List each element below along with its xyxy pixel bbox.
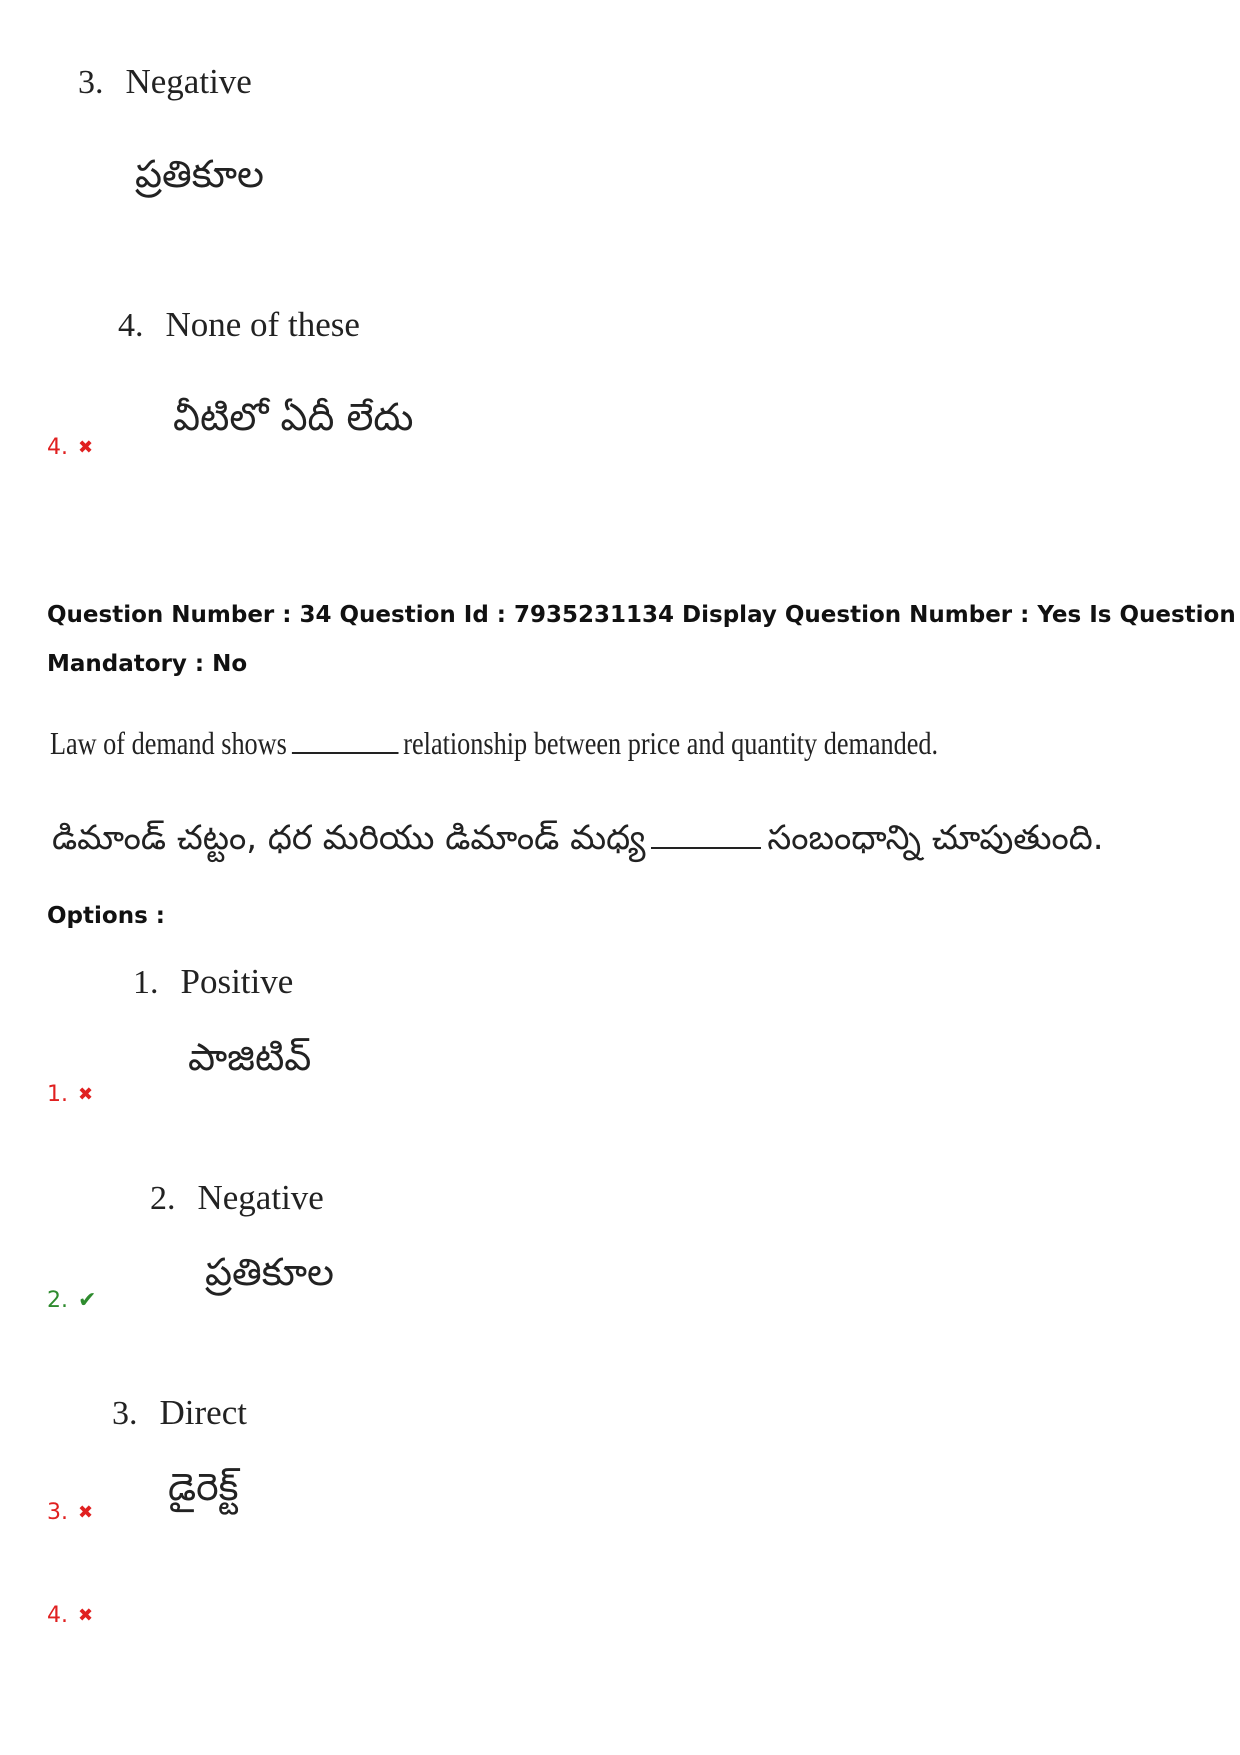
option-1 — [133, 962, 293, 1002]
question-text-telugu — [52, 818, 1104, 866]
question-meta-line-1: Question Number : 34 Question Id : 7935231134 Display Question Number : Yes Is Question — [47, 602, 1236, 628]
option-2-marker — [47, 1288, 96, 1313]
prev-option-4-telugu: వీటిలో ఏదీ లేదు — [173, 395, 414, 439]
prev-option-3 — [78, 62, 252, 102]
cross-icon: ✖ — [78, 1083, 94, 1105]
option-3 — [112, 1393, 247, 1433]
option-1-telugu: పాజిటివ్ — [188, 1035, 312, 1079]
option-4-marker — [47, 1603, 93, 1628]
answer-blank-telugu — [651, 823, 761, 849]
option-4-marker-label: 4. — [47, 1603, 68, 1628]
cross-icon: ✖ — [78, 1501, 94, 1523]
prev-option-4-number: 4. — [118, 307, 144, 344]
option-1-english: Positive — [180, 962, 294, 1001]
cross-icon: ✖ — [78, 436, 94, 458]
options-label: Options : — [47, 903, 165, 929]
option-3-telugu: డైరెక్ట్ — [168, 1465, 239, 1509]
prev-option-4-marker — [47, 435, 93, 460]
option-2 — [150, 1178, 324, 1218]
question-telugu-before: డిమాండ్ చట్టం, ధర మరియు డిమాండ్ మధ్య — [52, 818, 646, 858]
cross-icon: ✖ — [78, 1604, 94, 1626]
option-2-english: Negative — [197, 1178, 324, 1217]
option-2-telugu: ప్రతికూల — [205, 1250, 334, 1294]
option-2-marker-label: 2. — [47, 1288, 68, 1313]
option-2-number: 2. — [150, 1180, 176, 1217]
question-english-after: relationship between price and quantity demanded. — [403, 725, 939, 761]
question-text-english — [50, 725, 938, 762]
check-icon: ✔ — [78, 1287, 97, 1313]
option-3-marker-label: 3. — [47, 1500, 68, 1525]
option-1-number: 1. — [133, 964, 159, 1001]
prev-option-3-english: Negative — [125, 62, 252, 101]
option-1-marker — [47, 1082, 93, 1107]
option-1-marker-label: 1. — [47, 1082, 68, 1107]
prev-option-3-number: 3. — [78, 64, 104, 101]
option-3-number: 3. — [112, 1395, 138, 1432]
answer-blank — [292, 728, 399, 754]
prev-option-4-english: None of these — [165, 305, 360, 344]
question-telugu-after: సంబంధాన్ని చూపుతుంది. — [767, 818, 1104, 858]
question-english-before: Law of demand shows — [50, 725, 287, 761]
prev-option-4 — [118, 305, 360, 345]
option-3-english: Direct — [159, 1393, 247, 1432]
prev-option-4-marker-label: 4. — [47, 435, 68, 460]
option-3-marker — [47, 1500, 93, 1525]
question-meta-line-2: Mandatory : No — [47, 651, 248, 677]
prev-option-3-telugu: ప్రతికూల — [135, 152, 264, 196]
